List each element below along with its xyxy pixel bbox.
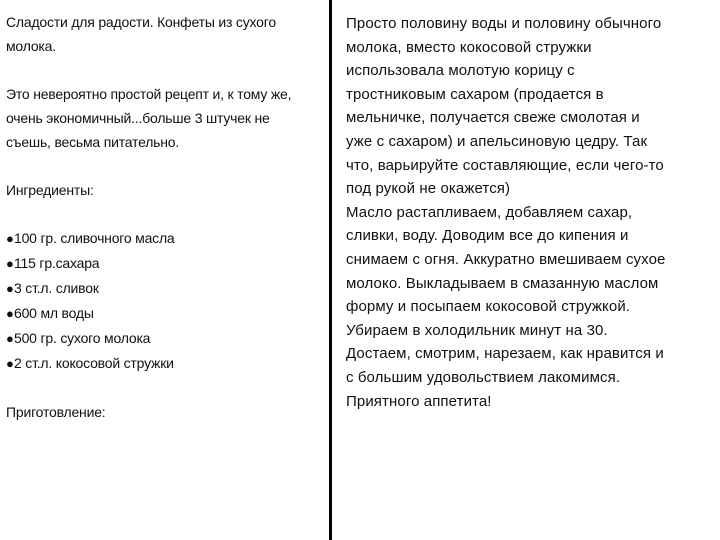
instruction-line: Масло растапливаем, добавляем сахар, <box>346 203 633 221</box>
column-divider <box>329 0 332 540</box>
ingredient-text: 3 ст.л. сливок <box>14 280 99 296</box>
ingredient-item <box>6 326 326 351</box>
intro-line: очень экономичный...больше 3 штучек не <box>6 110 270 126</box>
bullet-icon: ● <box>6 256 14 271</box>
instruction-line: с большим удовольствием лакомимся. <box>346 368 621 386</box>
spacer <box>6 154 326 178</box>
left-column <box>6 10 326 424</box>
right-column <box>346 12 712 413</box>
instruction-line: что, варьируйте составляющие, если чего-то <box>346 156 664 174</box>
ingredients-list <box>6 226 326 376</box>
ingredient-text: 115 гр.сахара <box>14 255 100 271</box>
instruction-line: использовала молотую корицу с <box>346 62 575 80</box>
bullet-icon: ● <box>6 356 14 371</box>
ingredient-text: 100 гр. сливочного масла <box>14 230 175 246</box>
intro-line: съешь, весьма питательно. <box>6 134 180 150</box>
instruction-line: Просто половину воды и половину обычного <box>346 15 662 32</box>
spacer <box>6 58 326 82</box>
spacer <box>6 202 326 226</box>
instruction-line: молока, вместо кокосовой стружки <box>346 38 592 56</box>
instruction-line: Достаем, смотрим, нарезаем, как нравится и <box>346 345 664 363</box>
ingredient-item <box>6 251 326 276</box>
instruction-line: Убираем в холодильник минут на 30. <box>346 321 608 339</box>
instruction-line: форму и посыпаем кокосовой стружкой. <box>346 298 631 316</box>
ingredients-heading: Ингредиенты: <box>6 182 94 198</box>
instruction-line: мельничке, получается свеже смолотая и <box>346 109 640 127</box>
instruction-line: сливки, воду. Доводим все до кипения и <box>346 227 629 245</box>
ingredient-text: 500 гр. сухого молока <box>14 330 151 346</box>
bullet-icon: ● <box>6 306 14 321</box>
instruction-line: Приятного аппетита! <box>346 392 492 410</box>
ingredient-item <box>6 276 326 301</box>
instruction-line: уже с сахаром) и апельсиновую цедру. Так <box>346 132 648 150</box>
instruction-line: тростниковым сахаром (продается в <box>346 85 604 103</box>
bullet-icon: ● <box>6 281 14 296</box>
ingredient-item <box>6 226 326 251</box>
instruction-line: молоко. Выкладываем в смазанную маслом <box>346 274 659 292</box>
bullet-icon: ● <box>6 231 14 246</box>
instruction-line: под рукой не окажется) <box>346 180 511 198</box>
instruction-line: снимаем с огня. Аккуратно вмешиваем сухое <box>346 250 666 268</box>
ingredient-text: 600 мл воды <box>14 305 94 321</box>
intro-line: Это невероятно простой рецепт и, к тому же, <box>6 86 292 102</box>
preparation-heading: Приготовление: <box>6 404 106 420</box>
spacer <box>6 376 326 400</box>
ingredient-item <box>6 351 326 376</box>
ingredient-item <box>6 301 326 326</box>
ingredient-text: 2 ст.л. кокосовой стружки <box>14 355 174 371</box>
recipe-title-line: Сладости для радости. Конфеты из сухого <box>6 14 276 30</box>
recipe-title-line: молока. <box>6 38 56 54</box>
bullet-icon: ● <box>6 331 14 346</box>
